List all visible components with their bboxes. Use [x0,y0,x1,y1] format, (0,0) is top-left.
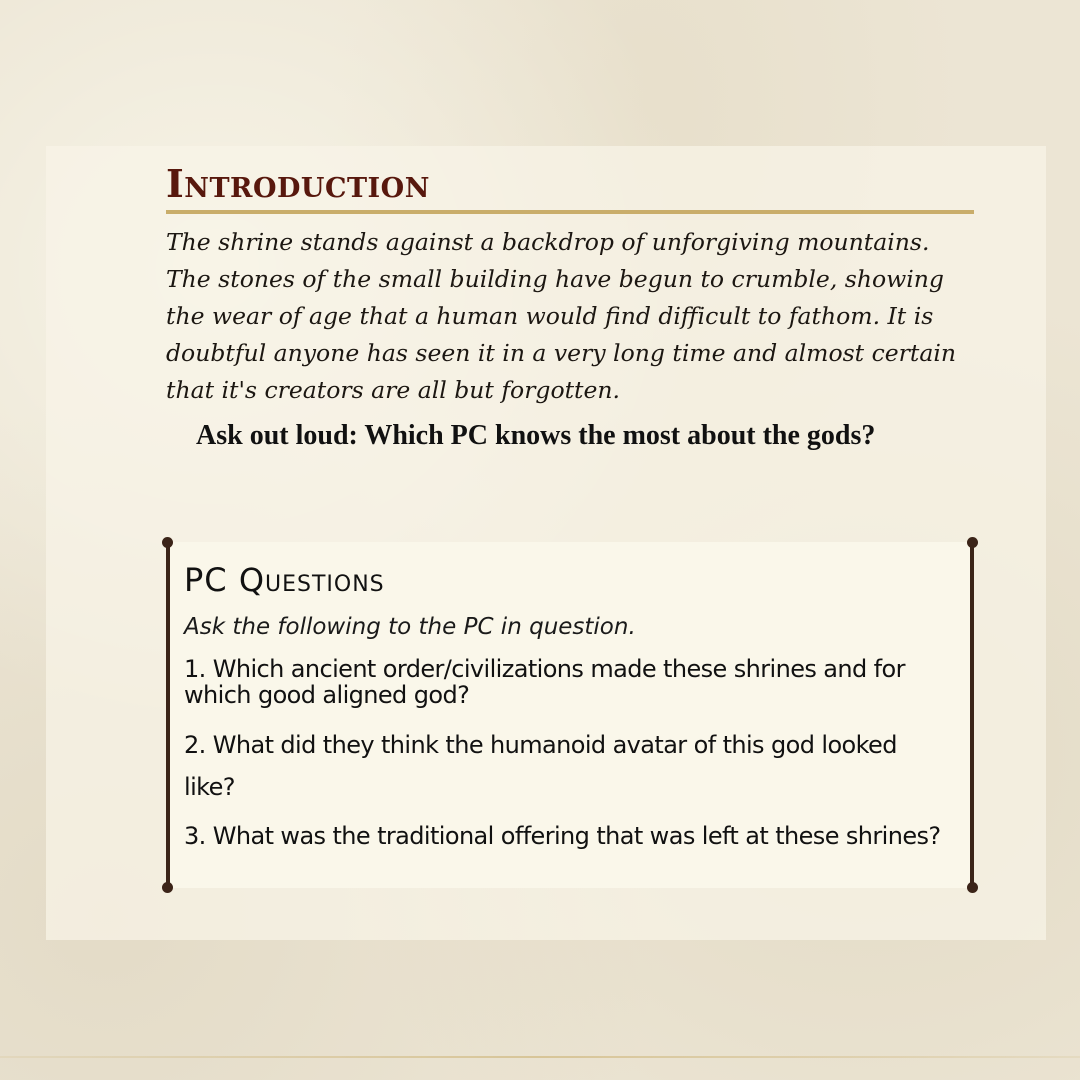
corner-dot-icon [162,882,173,893]
pc-questions-title: PC Questions [184,561,385,599]
introduction-section [166,160,974,454]
corner-dot-icon [967,537,978,548]
heading-divider [166,210,974,214]
ask-out-loud-prompt: Ask out loud: Which PC knows the most about the gods? [196,420,876,451]
question-item: 2. What did they think the humanoid avatar of this god looked like? [184,731,897,801]
pc-questions-content [184,560,954,856]
page-bottom-trim [0,1056,1080,1058]
corner-dot-icon [967,882,978,893]
question-item: 1. Which ancient order/civilizations made these shrines and for which good aligned god? [184,655,905,709]
question-item: 3. What was the traditional offering that was left at these shrines? [184,822,941,850]
read-aloud-text: The shrine stands against a backdrop of unforgiving mountains. The stones of the small building have begun to crumble, showing the wear of age that a human would find difficult to fathom. It is doubtful anyone has seen it in a very long time and almost certain that it's creators are all but forgotten. [166,228,956,404]
section-heading: Introduction [166,161,430,206]
corner-dot-icon [162,537,173,548]
box-border-right [970,542,974,888]
pc-questions-subtitle: Ask the following to the PC in question. [184,614,636,640]
box-border-left [166,542,170,888]
pc-questions-box [166,542,974,888]
